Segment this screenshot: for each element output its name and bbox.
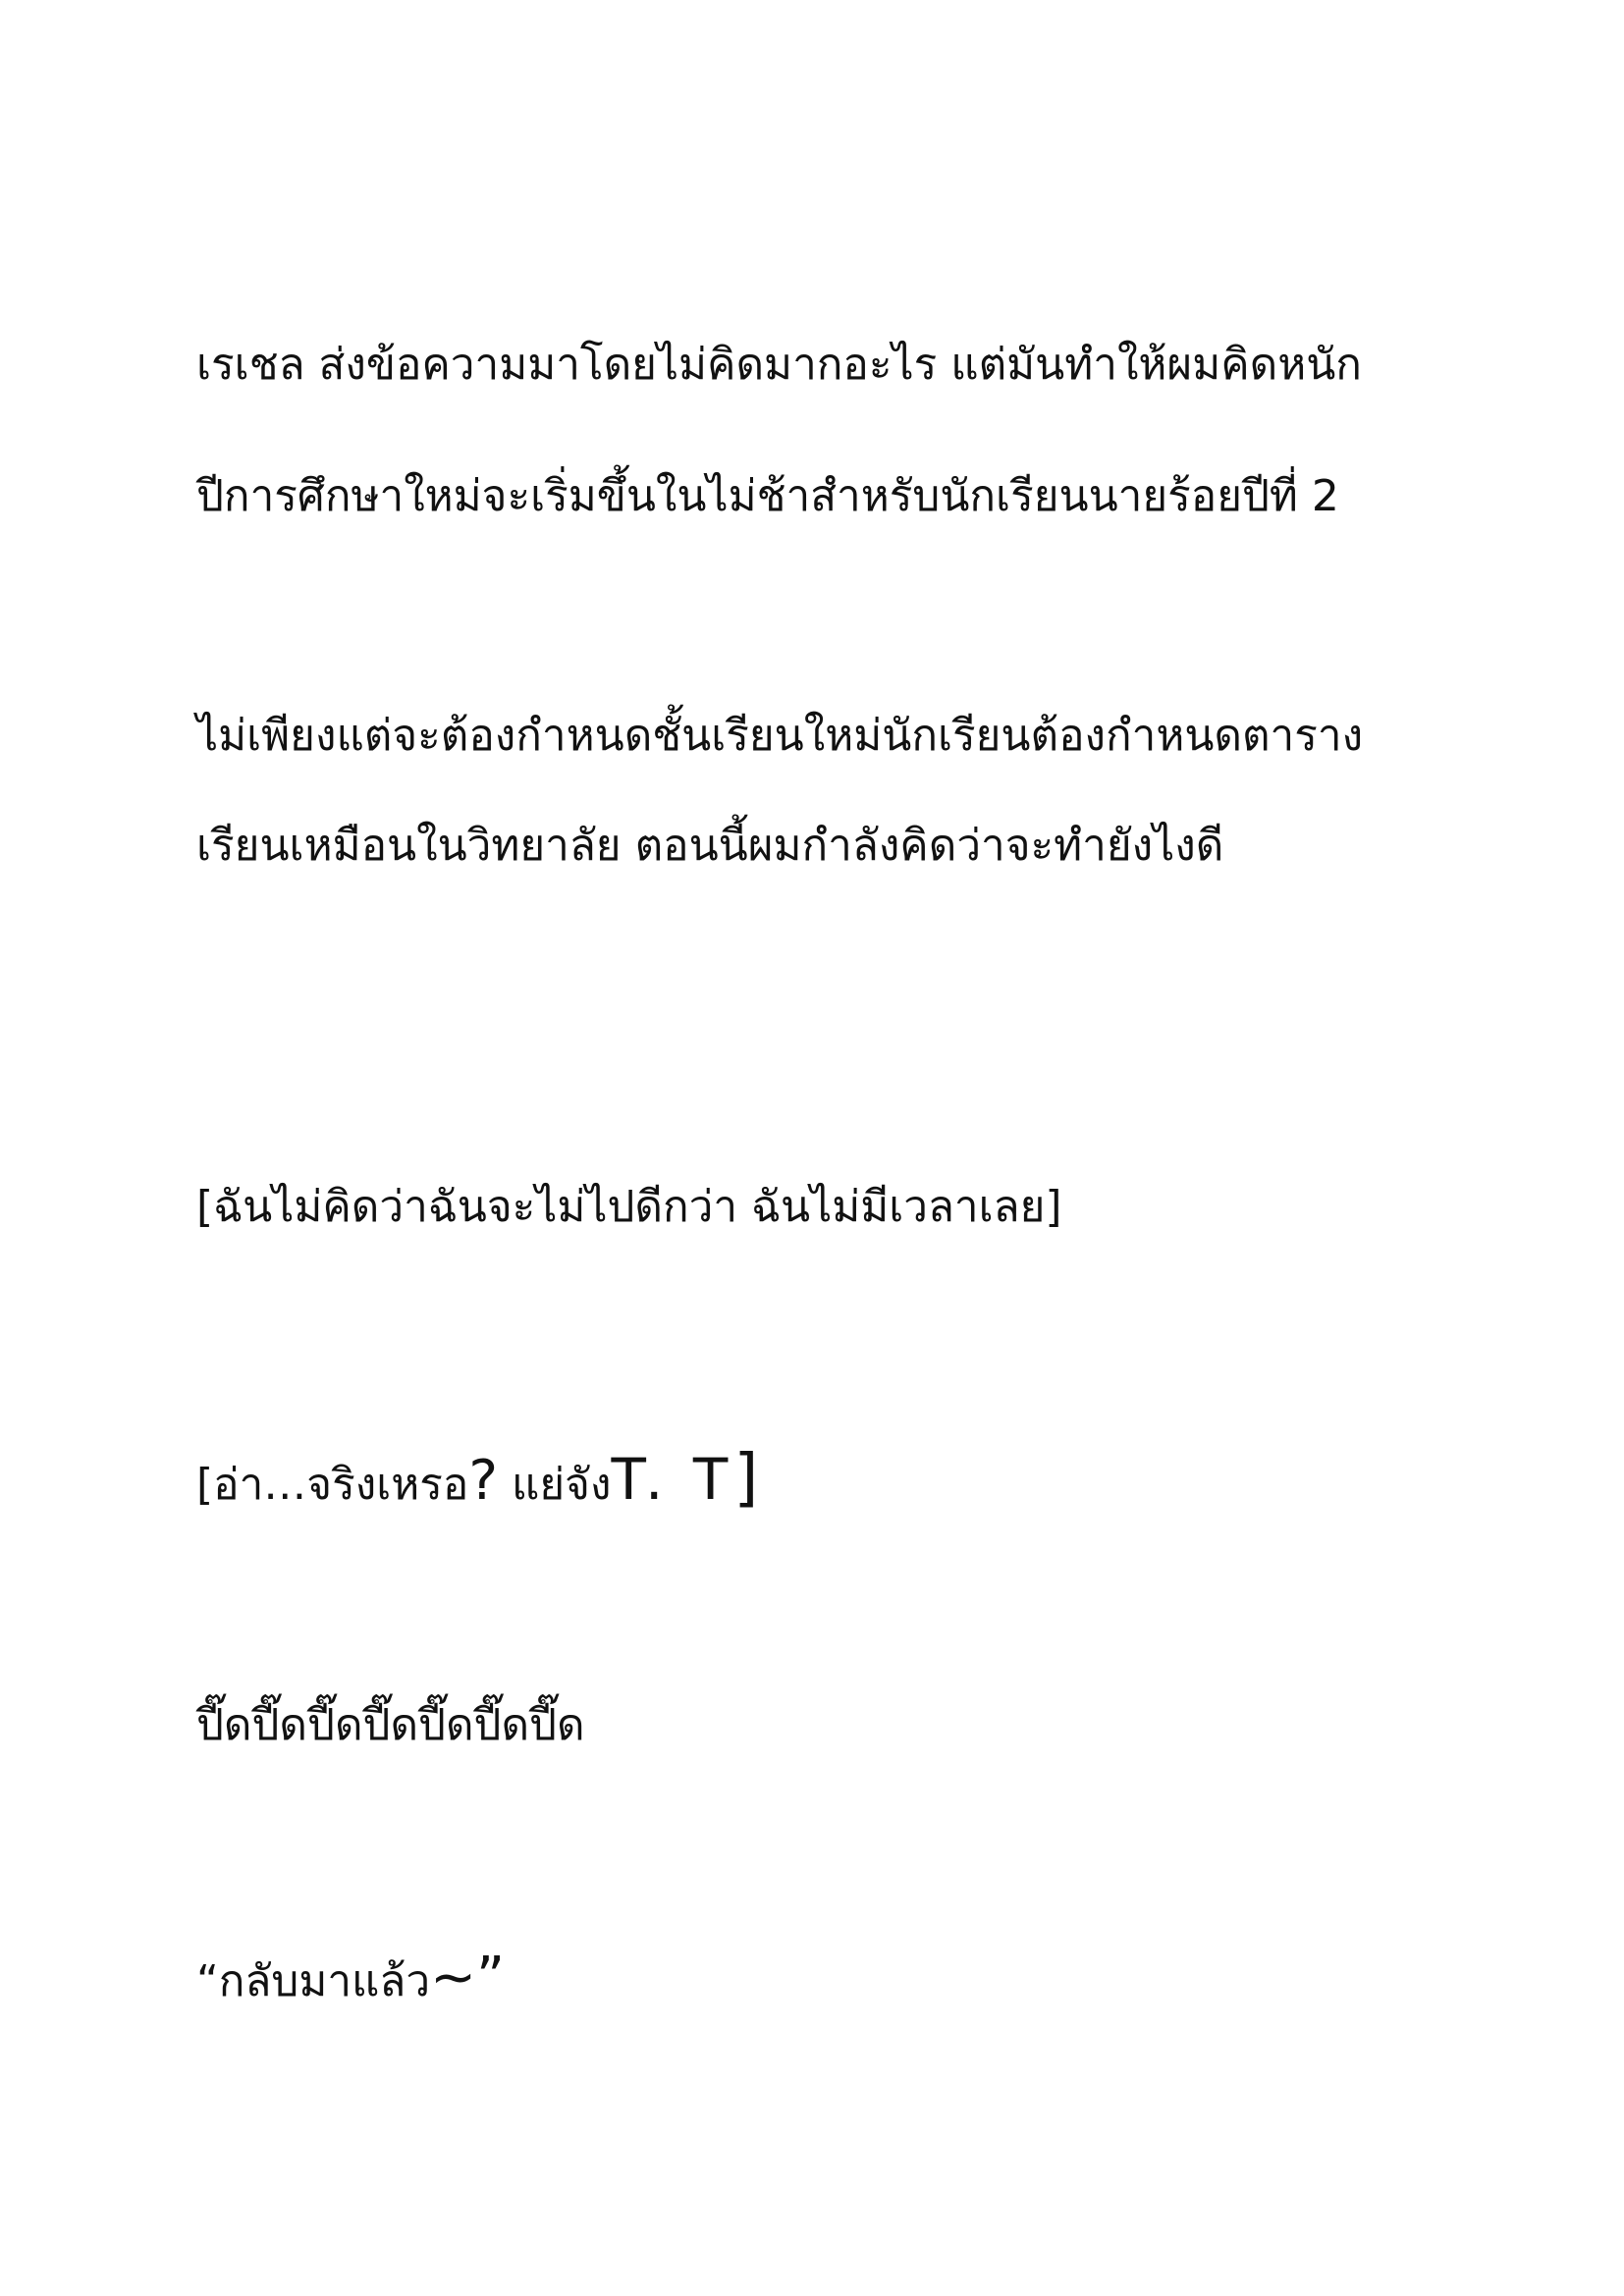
speech-line bbox=[196, 1946, 506, 2011]
message-2-close-bracket: ] bbox=[733, 1442, 759, 1515]
message-line-2 bbox=[196, 1442, 759, 1515]
paragraph-2-line-2: เรียนเหมือนในวิทยาลัย ตอนนี้ผมกำลังคิดว่าจะทำยังไงดี bbox=[196, 821, 1224, 871]
message-2-prefix: [อ่า…จริงเหรอ bbox=[196, 1460, 469, 1510]
sound-effect-line: ปี๊ดปี๊ดปี๊ดปี๊ดปี๊ดปี๊ดปี๊ด bbox=[196, 1700, 585, 1750]
paragraph-1-line-2: ปีการศึกษาใหม่จะเริ่มขึ้นในไม่ช้าสำหรับนักเรียนนายร้อยปีที่ 2 bbox=[196, 471, 1339, 521]
paragraph-2-line-1: ไม่เพียงแต่จะต้องกำหนดชั้นเรียนใหม่นักเรียนต้องกำหนดตาราง bbox=[196, 711, 1364, 761]
speech-close-quote: ” bbox=[476, 1946, 506, 2009]
message-line-1: [ฉันไม่คิดว่าฉันจะไม่ไปดีกว่า ฉันไม่มีเวลาเลย] bbox=[196, 1182, 1062, 1232]
message-2-question-mark: ? bbox=[468, 1449, 499, 1513]
speech-text: “กลับมาแล้ว bbox=[196, 1956, 431, 2006]
speech-tilde: ~ bbox=[430, 1946, 476, 2009]
message-2-emote: T. T bbox=[611, 1446, 734, 1513]
paragraph-1-line-1: เรเชล ส่งข้อความมาโดยไม่คิดมากอะไร แต่มันทำให้ผมคิดหนัก bbox=[196, 340, 1362, 390]
message-2-middle: แย่จัง bbox=[498, 1460, 612, 1510]
